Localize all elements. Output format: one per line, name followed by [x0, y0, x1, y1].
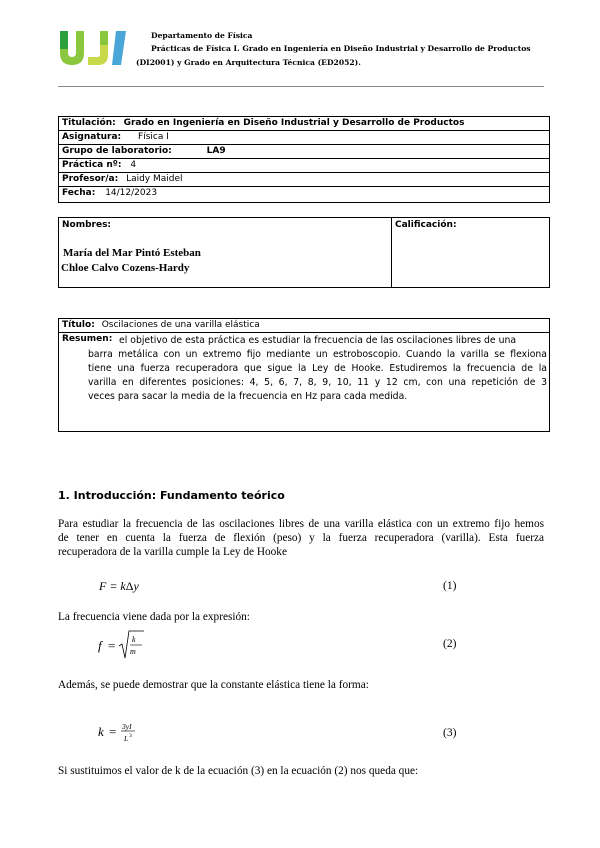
course-codes-line: (DI2001) y Grado en Arquitectura Técnica (ED2052).	[136, 58, 361, 67]
equation-frequency	[96, 628, 156, 662]
row-fecha	[59, 187, 549, 202]
header-rule	[58, 86, 544, 87]
titulo-value: Oscilaciones de una varilla elástica	[101, 320, 260, 330]
section-heading: 1. Introducción: Fundamento teórico	[58, 489, 285, 502]
asignatura-value: Física I	[138, 132, 169, 142]
intro-line-1: Para estudiar la frecuencia de las oscilaciones libres de una varilla elástica con un extremo fijo hemos	[58, 518, 544, 530]
resumen-label: Resumen:	[62, 334, 113, 344]
student-name-2: Chloe Calvo Cozens-Hardy	[61, 262, 190, 274]
course-line: Prácticas de Física I. Grado en Ingeniería en Diseño Industrial y Desarrollo de Productos	[151, 44, 531, 53]
students-table	[58, 217, 550, 288]
equation-elastic-constant	[96, 718, 156, 746]
department-name: Departamento de Física	[151, 31, 253, 40]
svg-text:3yI: 3yI	[122, 722, 132, 731]
svg-text:m: m	[130, 647, 136, 656]
titulo-label: Título:	[62, 320, 95, 330]
titulacion-value: Grado en Ingeniería en Diseño Industrial y Desarrollo de Productos	[123, 118, 465, 128]
elastic-constant-intro: Además, se puede demostrar que la constante elástica tiene la forma:	[58, 679, 369, 691]
uji-logo	[60, 31, 134, 65]
svg-text:L: L	[124, 734, 129, 743]
resumen-line-2: barra metálica con un extremo fijo mediante un estroboscopio. Cuando la varilla se flexiona	[88, 349, 547, 360]
logo-letter-i	[112, 31, 126, 65]
grupo-value: LA9	[206, 146, 226, 156]
titulo-row	[62, 320, 260, 330]
row-practica	[59, 159, 549, 173]
intro-line-3: recuperadora de la varilla cumple la Ley de Hooke	[58, 546, 287, 558]
summary-table	[58, 318, 550, 432]
profesor-label: Profesor/a:	[62, 174, 119, 184]
fecha-label: Fecha:	[62, 188, 96, 198]
equation-hooke: F = kΔy	[99, 579, 139, 593]
resumen-line-1: el objetivo de esta práctica es estudiar la frecuencia de las oscilaciones libres de una	[119, 335, 517, 346]
calificacion-label: Calificación:	[395, 220, 457, 230]
row-grupo	[59, 145, 549, 159]
svg-text:k: k	[98, 724, 104, 739]
equation-2-number: (2)	[443, 638, 457, 650]
svg-text:f: f	[98, 638, 102, 653]
row-titulacion	[59, 117, 549, 131]
practica-value: 4	[130, 160, 137, 170]
resumen-line-5: veces para sacar la media de la frecuencia en Hz para cada medida.	[88, 391, 408, 402]
svg-text:k: k	[132, 635, 136, 644]
frequency-intro: La frecuencia viene dada por la expresión:	[58, 611, 250, 623]
student-name-1: María del Mar Pintó Esteban	[63, 247, 201, 259]
titulacion-label: Titulación:	[62, 118, 116, 128]
equation-1-number: (1)	[443, 580, 457, 592]
intro-line-2: de tener en cuenta la fuerza de flexión (peso) y la fuerza recuperadora (varilla). Esta fuerza	[58, 532, 544, 544]
resumen-line-3: tiene una fuerza recuperadora que sigue la Ley de Hooke. Estudiremos la frecuencia de la	[88, 363, 547, 374]
svg-text:=: =	[109, 724, 117, 739]
equation-3-number: (3)	[443, 727, 457, 739]
grupo-label: Grupo de laboratorio:	[62, 146, 172, 156]
info-table	[58, 116, 550, 203]
fecha-value: 14/12/2023	[105, 188, 158, 198]
practica-label: Práctica nº:	[62, 160, 122, 170]
row-profesor	[59, 173, 549, 187]
nombres-label: Nombres:	[62, 220, 112, 230]
row-asignatura	[59, 131, 549, 145]
svg-text:=: =	[108, 638, 116, 653]
substitution-text: Si sustituimos el valor de k de la ecuación (3) en la ecuación (2) nos queda que:	[58, 765, 419, 777]
resumen-line-4: varilla en diferentes posiciones: 4, 5, 6, 7, 8, 9, 10, 11 y 12 cm, con una repetición de 3	[88, 377, 547, 388]
svg-text:3: 3	[129, 733, 132, 739]
asignatura-label: Asignatura:	[62, 132, 122, 142]
profesor-value: Laidy Maidel	[126, 174, 183, 184]
